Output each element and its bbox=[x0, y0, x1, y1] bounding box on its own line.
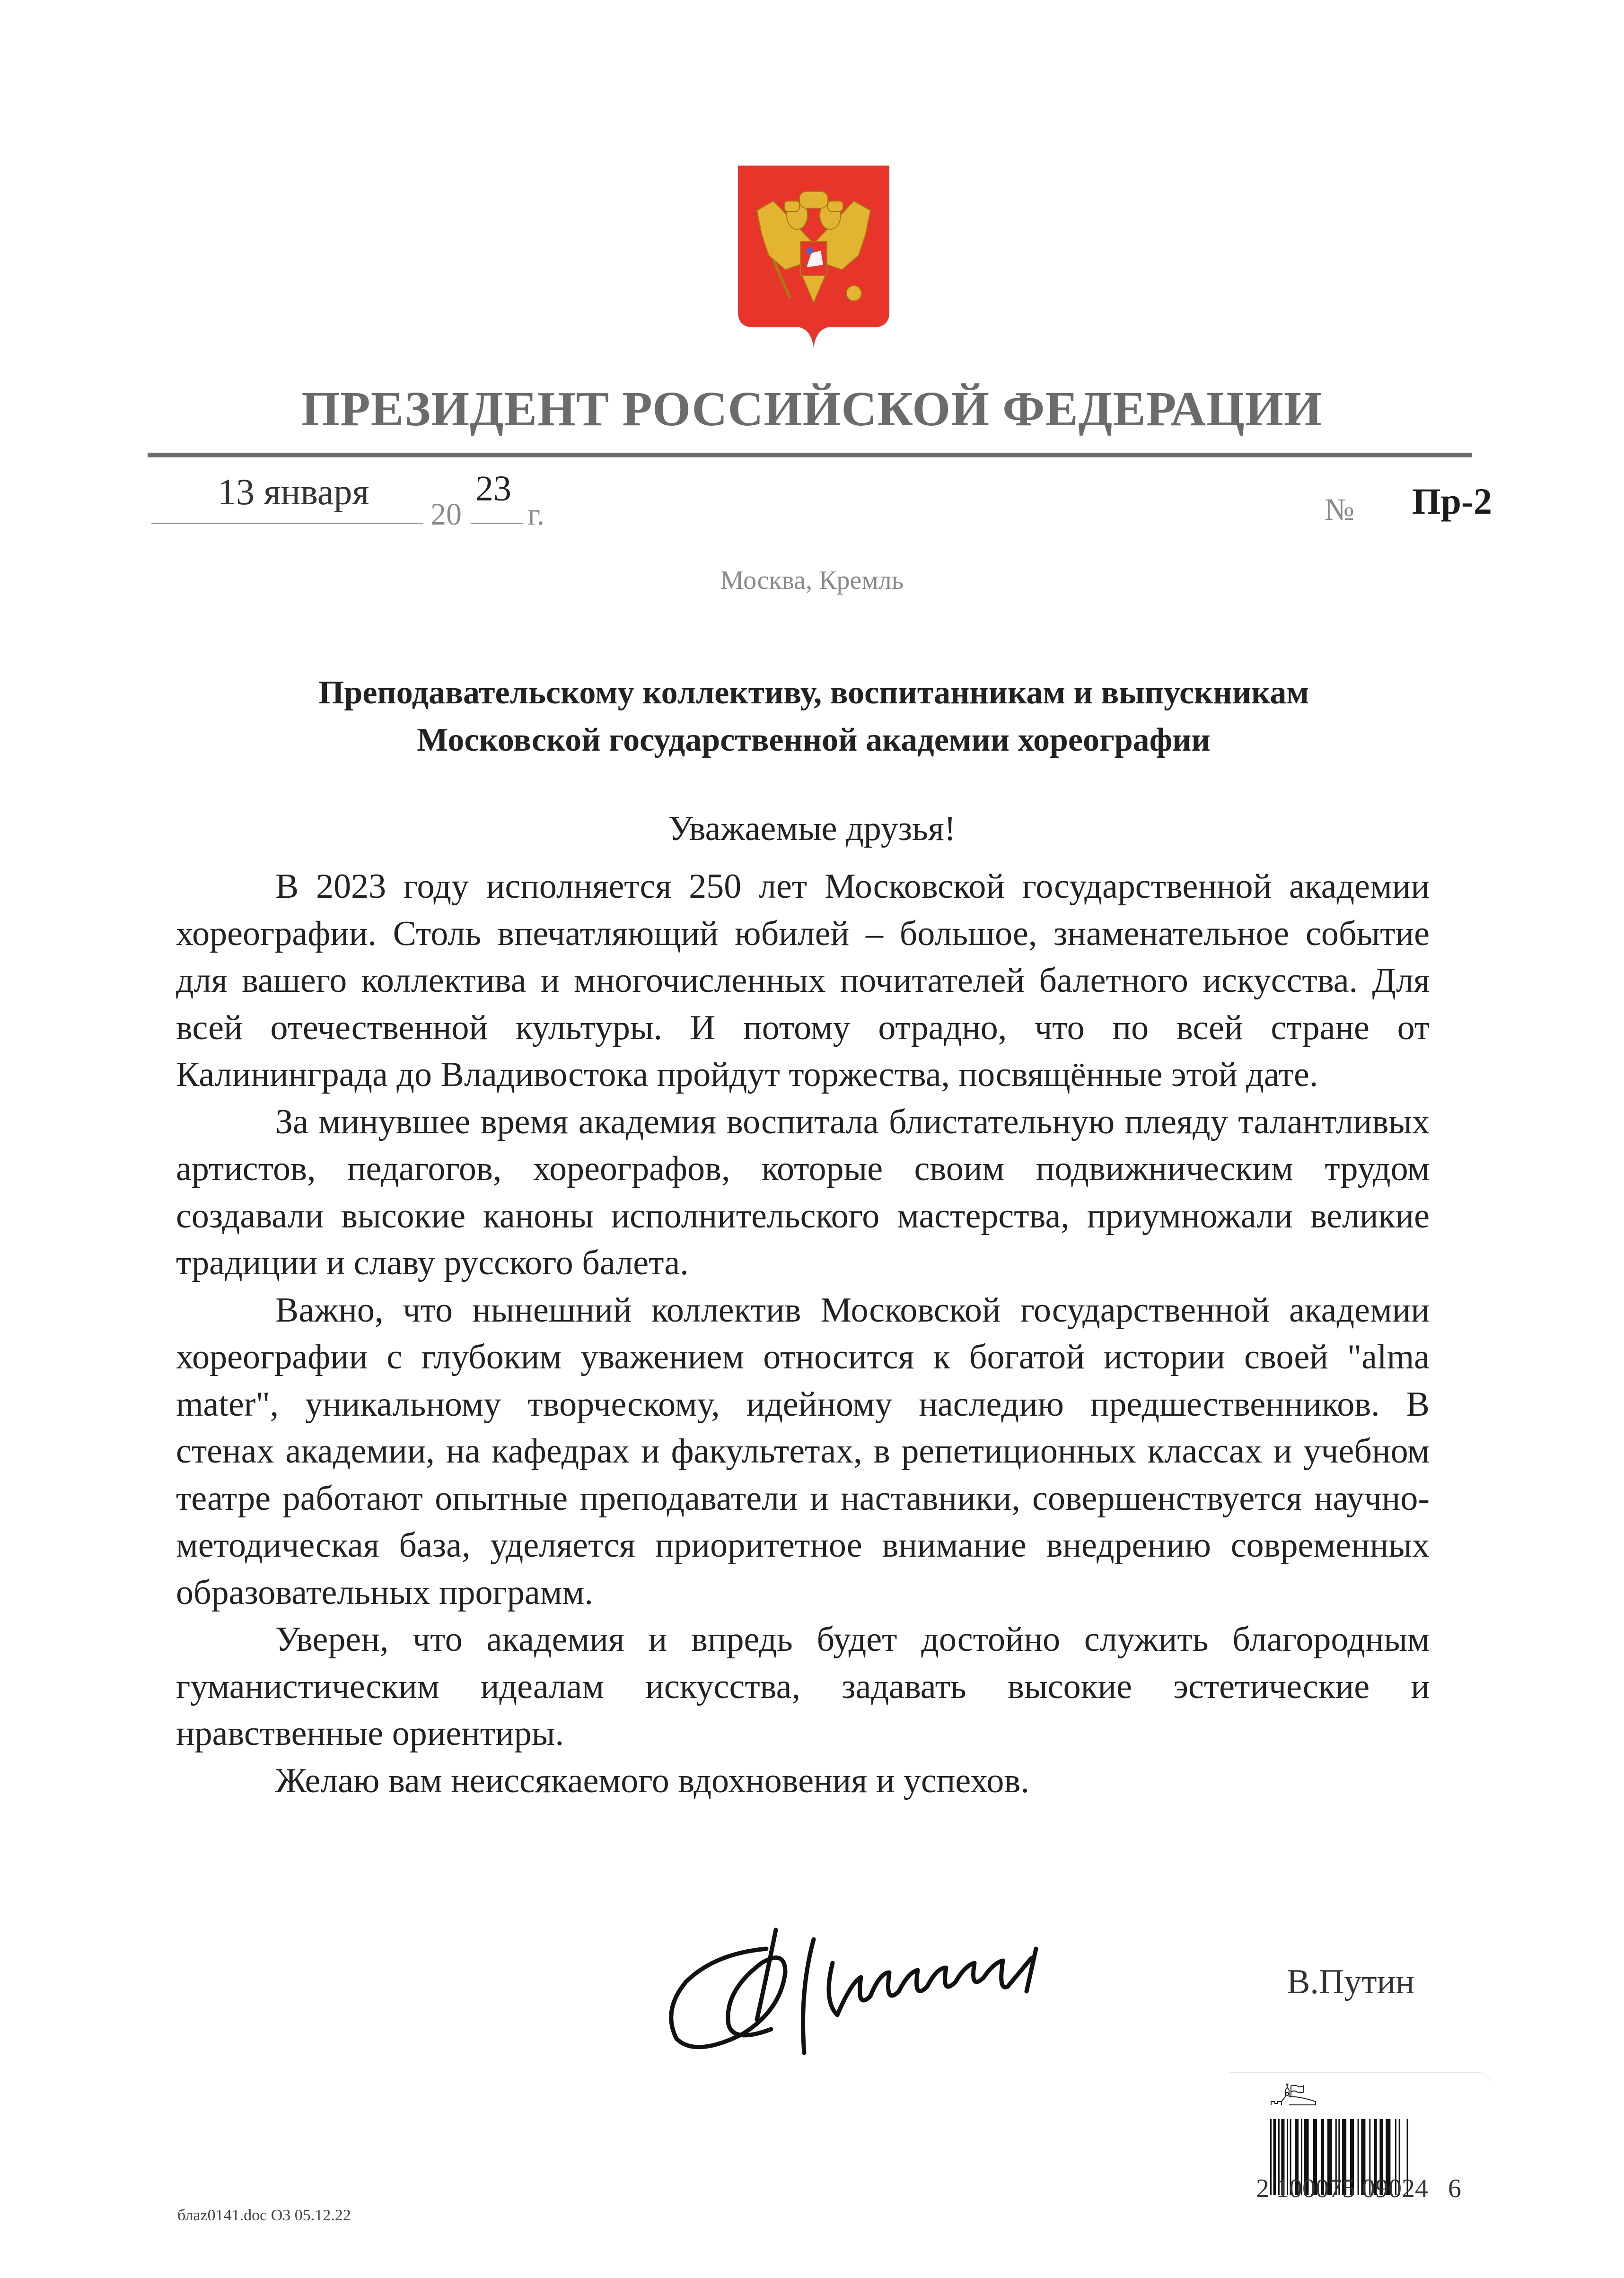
coat-of-arms-icon bbox=[729, 156, 899, 350]
number-label: № bbox=[1325, 492, 1354, 527]
paragraph: В 2023 году исполняется 250 лет Московской государственной академии хореографии. Столь впечатляющий юбилей – большое, знаменательное событие для вашего коллектива и многочисленных почитателей балетного искусства. Для всей отечественной культуры. И потому отрадно, что по всей стране от Калининграда до Владивостока пройдут торжества, посвящённые этой дате. bbox=[176, 867, 1430, 1094]
addressee-line: Московской государственной академии хореографии bbox=[417, 722, 1211, 758]
place-of-issue: Москва, Кремль bbox=[720, 566, 904, 595]
paragraph: Важно, что нынешний коллектив Московской государственной академии хореографии с глубоким уважением относится к богатой истории своей "alma mater", уникальному творческому, идейному наследию предшественников. В стенах академии, на кафедрах и факультетах, в репетиционных классах и учебном театре работают опытные преподаватели и наставники, совершенствуется научно-методическая база, уделяется приоритетное внимание внедрению современных образовательных программ. bbox=[176, 1290, 1430, 1612]
year-prefix: 20 bbox=[430, 497, 462, 532]
document-footer-code: блаz0141.doc О3 05.12.22 bbox=[177, 2207, 351, 2224]
letter-body bbox=[176, 863, 1430, 1805]
document-date: 13 января bbox=[218, 471, 369, 512]
header-divider bbox=[148, 453, 1472, 457]
year-underline bbox=[471, 523, 523, 524]
handwritten-signature bbox=[658, 1920, 1197, 2058]
paragraph: Уверен, что академия и впредь будет достойно служить благородным гуманистическим идеалам искусства, задавать высокие эстетические и нравственные ориентиры. bbox=[176, 1620, 1430, 1753]
paragraph: За минувшее время академия воспитала блистательную плеяду талантливых артистов, педагогов, хореографов, которые своим подвижническим трудом создавали высокие каноны исполнительского мастерства, приумножали великие традиции и славу русского балета. bbox=[176, 1102, 1430, 1282]
year-suffix: г. bbox=[527, 497, 545, 532]
addressee-line: Преподавательскому коллективу, воспитанникам и выпускникам bbox=[318, 675, 1309, 711]
document-year: 23 bbox=[475, 469, 511, 508]
document-number: Пр-2 bbox=[1412, 481, 1492, 522]
signer-name: В.Путин bbox=[1287, 1963, 1414, 2001]
barcode-number: 2 100075 09024 6 bbox=[1256, 2174, 1461, 2203]
paragraph: Желаю вам неиссякаемого вдохновения и успехов. bbox=[275, 1761, 1029, 1800]
date-underline bbox=[151, 523, 423, 524]
addressee bbox=[151, 669, 1476, 764]
header-title: ПРЕЗИДЕНТ РОССИЙСКОЙ ФЕДЕРАЦИИ bbox=[301, 382, 1323, 436]
kremlin-tower-icon bbox=[1270, 2084, 1317, 2107]
greeting: Уважаемые друзья! bbox=[668, 809, 956, 848]
